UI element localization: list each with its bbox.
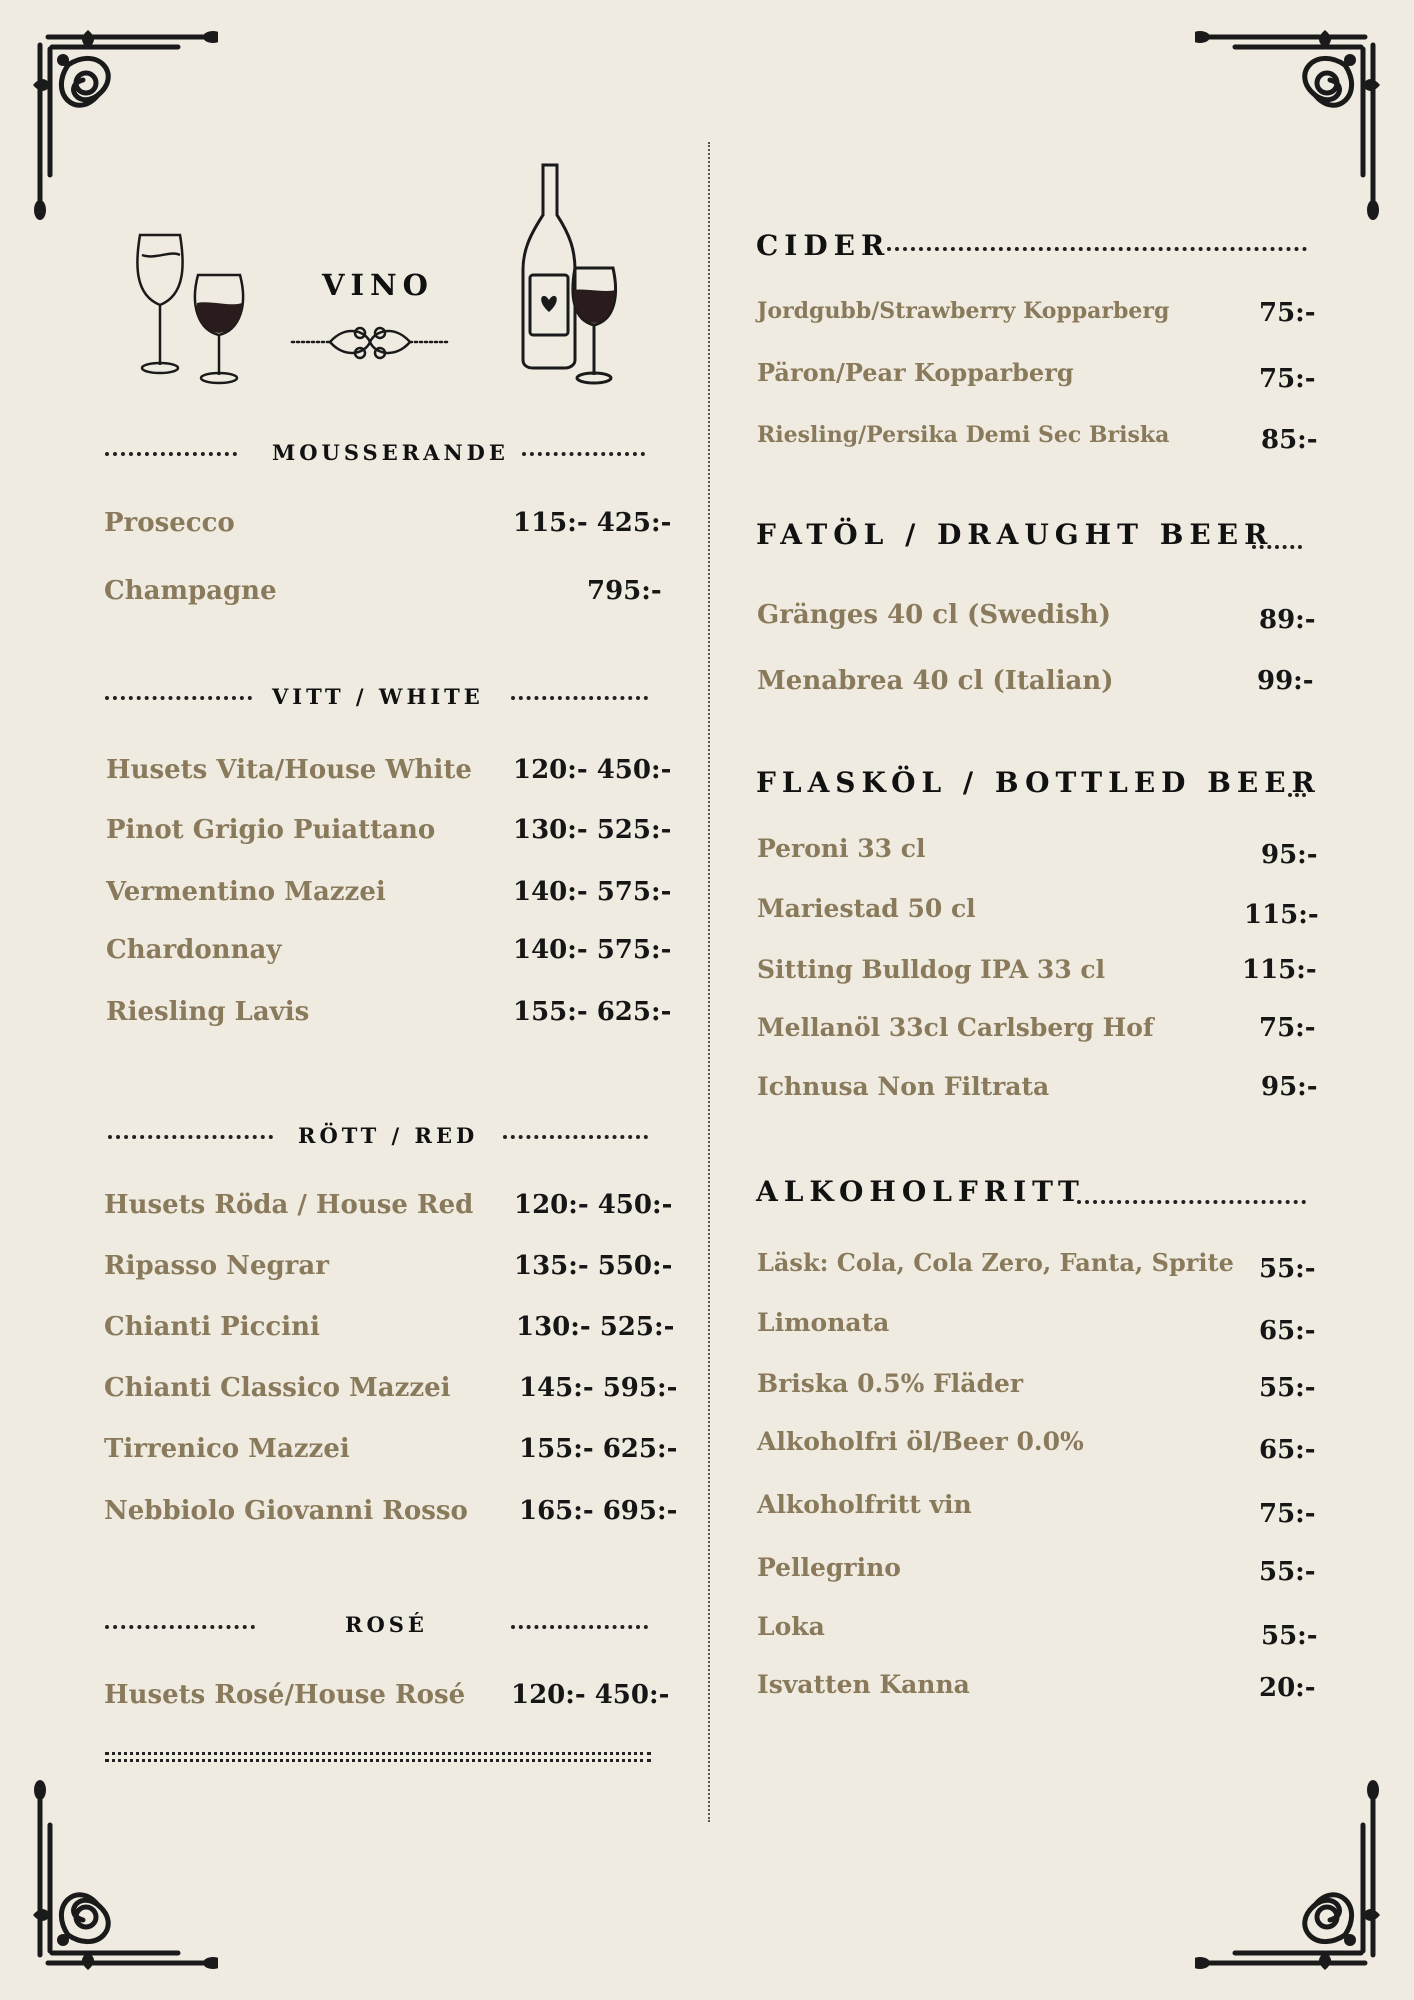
menu-item-price: 115:- 425:- [513, 508, 672, 538]
menu-item-name: Menabrea 40 cl (Italian) [757, 666, 1114, 696]
wine-glasses-icon [130, 225, 260, 390]
menu-item-name: Päron/Pear Kopparberg [757, 358, 1074, 387]
menu-item-price: 75:- [1259, 298, 1316, 328]
menu-item-name: Chardonnay [106, 935, 282, 965]
menu-item-price: 75:- [1259, 1499, 1316, 1529]
menu-item-name: Gränges 40 cl (Swedish) [757, 600, 1111, 630]
menu-item-price: 75:- [1259, 1013, 1316, 1043]
menu-item-name: Husets Vita/House White [106, 755, 472, 785]
flourish-divider-icon [290, 315, 450, 375]
menu-item-price: 155:- 625:- [519, 1434, 678, 1464]
menu-item-price: 85:- [1261, 425, 1318, 455]
menu-item-name: Peroni 33 cl [757, 834, 926, 863]
menu-item-name: Prosecco [104, 508, 235, 538]
menu-item-price: 55:- [1259, 1373, 1316, 1403]
menu-item-price: 145:- 595:- [519, 1373, 678, 1403]
menu-item-name: Sitting Bulldog IPA 33 cl [757, 955, 1106, 984]
section-heading-rose: ROSÉ [345, 1612, 428, 1637]
dotted-rule [1252, 545, 1302, 549]
menu-item-price: 65:- [1259, 1316, 1316, 1346]
dotted-rule [511, 1625, 648, 1629]
menu-item-price: 140:- 575:- [513, 877, 672, 907]
dotted-rule [522, 452, 645, 456]
section-heading-alkoholfritt: ALKOHOLFRITT [756, 1175, 1085, 1208]
section-heading-cider: CIDER [756, 229, 891, 262]
menu-item-name: Riesling Lavis [106, 997, 310, 1027]
corner-ornament-top-left-icon [28, 25, 218, 225]
menu-item-price: 130:- 525:- [513, 815, 672, 845]
menu-item-name: Nebbiolo Giovanni Rosso [104, 1496, 468, 1526]
menu-item-name: Husets Rosé/House Rosé [104, 1680, 466, 1710]
menu-item-name: Mellanöl 33cl Carlsberg Hof [757, 1013, 1154, 1042]
menu-item-price: 55:- [1261, 1621, 1318, 1651]
dotted-rule [1288, 793, 1306, 797]
menu-item-name: Isvatten Kanna [757, 1670, 970, 1699]
menu-item-name: Alkoholfri öl/Beer 0.0% [757, 1427, 1084, 1456]
menu-item-price: 120:- 450:- [511, 1680, 670, 1710]
menu-item-price: 95:- [1261, 1072, 1318, 1102]
menu-item-name: Pellegrino [757, 1553, 901, 1582]
menu-item-price: 165:- 695:- [519, 1496, 678, 1526]
dotted-rule [105, 1752, 651, 1755]
menu-item-price: 55:- [1259, 1557, 1316, 1587]
menu-item-price: 140:- 575:- [513, 935, 672, 965]
menu-item-name: Läsk: Cola, Cola Zero, Fanta, Sprite [757, 1248, 1234, 1277]
wine-bottle-and-glass-icon [515, 160, 630, 390]
menu-item-name: Alkoholfritt vin [757, 1490, 972, 1519]
column-divider [708, 142, 710, 1822]
menu-item-name: Ichnusa Non Filtrata [757, 1072, 1050, 1101]
menu-item-name: Mariestad 50 cl [757, 894, 976, 923]
menu-item-price: 99:- [1257, 666, 1314, 696]
dotted-rule [105, 452, 237, 456]
menu-title: VINO [322, 268, 434, 302]
menu-item-price: 120:- 450:- [513, 755, 672, 785]
menu-item-price: 75:- [1259, 364, 1316, 394]
menu-item-price: 130:- 525:- [516, 1312, 675, 1342]
menu-item-name: Chianti Classico Mazzei [104, 1373, 451, 1403]
corner-ornament-bottom-left-icon [28, 1775, 218, 1975]
menu-item-price: 95:- [1261, 840, 1318, 870]
menu-item-name: Chianti Piccini [104, 1312, 320, 1342]
menu-item-price: 795:- [587, 576, 662, 606]
dotted-rule [105, 696, 252, 700]
menu-item-price: 65:- [1259, 1435, 1316, 1465]
menu-item-name: Jordgubb/Strawberry Kopparberg [757, 298, 1170, 324]
section-heading-bottled-beer: FLASKÖL / BOTTLED BEER [756, 766, 1321, 799]
menu-item-name: Husets Röda / House Red [104, 1190, 474, 1220]
menu-item-name: Briska 0.5% Fläder [757, 1369, 1024, 1398]
menu-item-name: Ripasso Negrar [104, 1251, 329, 1281]
menu-item-price: 115:- [1244, 900, 1319, 930]
menu-item-price: 89:- [1259, 605, 1316, 635]
dotted-rule [108, 1135, 273, 1139]
menu-item-name: Loka [757, 1612, 825, 1641]
dotted-rule [887, 247, 1307, 251]
menu-item-price: 55:- [1259, 1254, 1316, 1284]
dotted-rule [105, 1625, 255, 1629]
section-heading-red: RÖTT / RED [298, 1123, 479, 1148]
menu-item-price: 120:- 450:- [514, 1190, 673, 1220]
corner-ornament-top-right-icon [1195, 25, 1385, 225]
menu-item-name: Limonata [757, 1308, 890, 1337]
menu-item-name: Pinot Grigio Puiattano [106, 815, 436, 845]
menu-item-name: Vermentino Mazzei [106, 877, 386, 907]
menu-item-price: 115:- [1242, 955, 1317, 985]
menu-item-name: Champagne [104, 576, 277, 606]
dotted-rule [1077, 1200, 1306, 1204]
section-heading-mousserande: MOUSSERANDE [272, 440, 509, 465]
corner-ornament-bottom-right-icon [1195, 1775, 1385, 1975]
menu-item-name: Riesling/Persika Demi Sec Briska [757, 422, 1170, 448]
section-heading-draught-beer: FATÖL / DRAUGHT BEER [756, 518, 1274, 551]
dotted-rule [503, 1135, 648, 1139]
menu-item-price: 135:- 550:- [514, 1251, 673, 1281]
dotted-rule [105, 1759, 651, 1762]
section-heading-white: VITT / WHITE [272, 684, 484, 709]
menu-item-name: Tirrenico Mazzei [104, 1434, 350, 1464]
menu-item-price: 20:- [1259, 1673, 1316, 1703]
dotted-rule [511, 696, 648, 700]
menu-item-price: 155:- 625:- [513, 997, 672, 1027]
